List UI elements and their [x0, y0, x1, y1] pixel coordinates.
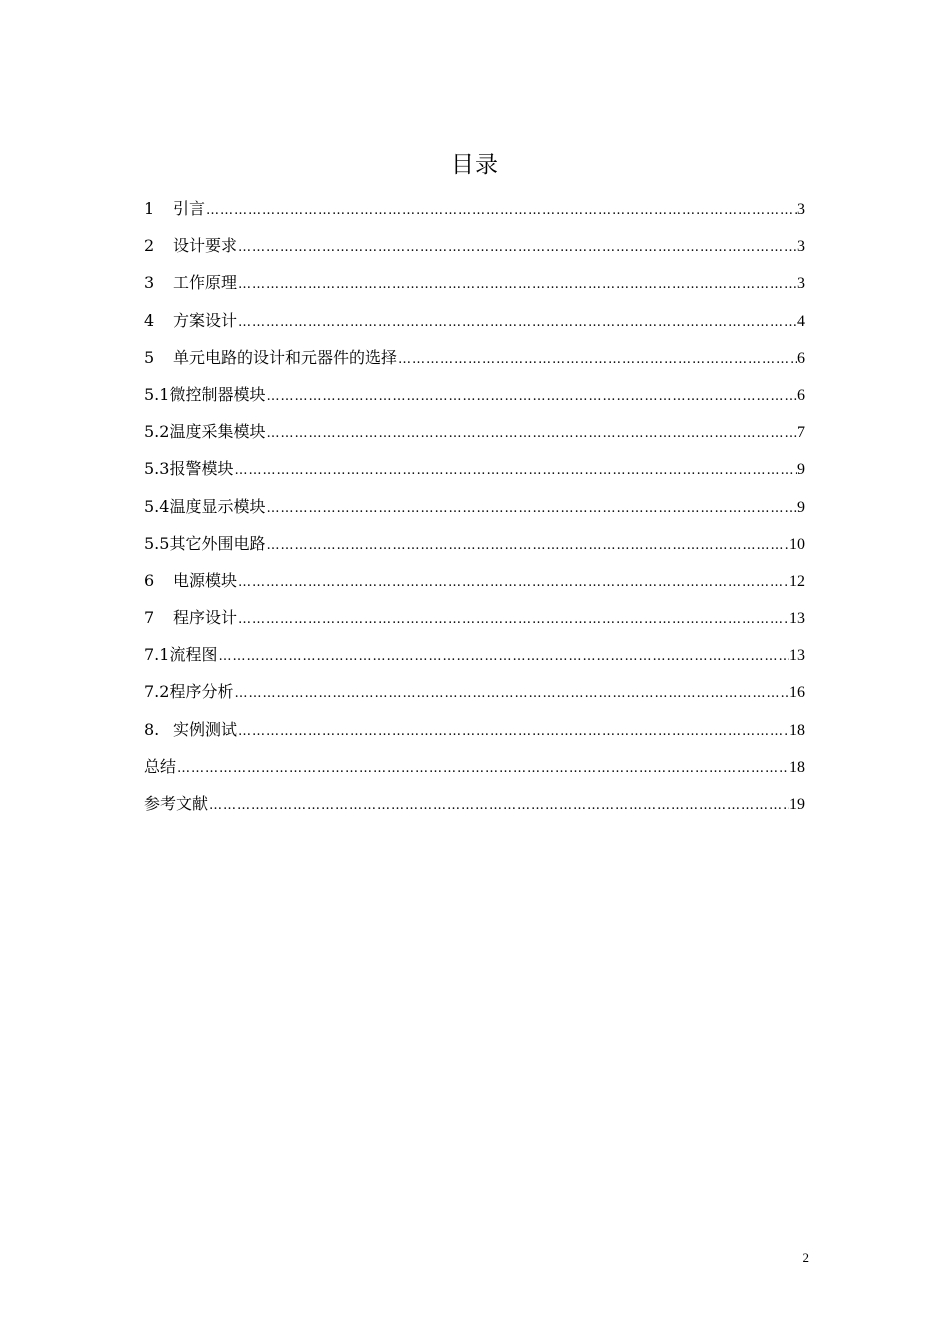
toc-dot-leader	[237, 229, 797, 266]
toc-entry-page: 19	[789, 796, 805, 813]
toc-entry[interactable]	[144, 227, 805, 264]
toc-entry-number: 2	[144, 236, 155, 256]
toc-entry-title: 报警模块	[169, 459, 234, 479]
toc-entry-page: 18	[789, 721, 805, 739]
toc-entry-number: 6	[144, 570, 155, 590]
toc-entry-page: 6	[797, 349, 805, 367]
toc-entry-number: 1	[144, 199, 155, 218]
toc-entry[interactable]	[144, 450, 805, 487]
toc-entry[interactable]	[144, 562, 805, 599]
toc-dot-leader	[237, 304, 797, 341]
toc-entry[interactable]	[144, 748, 805, 785]
toc-entry-title: 参考文献	[144, 794, 209, 813]
toc-entry-title: 其它外围电路	[169, 533, 266, 553]
toc-entry-page: 13	[789, 610, 805, 628]
toc-entry-page: 16	[789, 684, 805, 702]
toc-entry-number: 3	[144, 273, 155, 293]
toc-entry-title: 设计要求	[173, 236, 238, 256]
toc-entry[interactable]	[144, 264, 805, 301]
table-of-contents	[144, 190, 805, 822]
toc-dot-leader	[208, 787, 789, 824]
toc-entry-number: 5	[144, 347, 155, 367]
toc-entry[interactable]	[144, 339, 805, 376]
toc-entry-number: 7.1	[144, 645, 170, 665]
toc-entry-page: 6	[797, 386, 805, 404]
toc-entry-number: 8.	[144, 719, 160, 739]
toc-entry-title: 总结	[144, 756, 177, 776]
toc-entry-title: 电源模块	[173, 570, 238, 590]
toc-entry-page: 7	[797, 424, 805, 442]
toc-title: 目录	[451, 152, 499, 178]
toc-entry-page: 9	[797, 498, 805, 516]
toc-entry-number: 5.4	[144, 496, 170, 516]
toc-entry[interactable]	[144, 599, 805, 636]
toc-dot-leader	[205, 192, 797, 229]
toc-entry-page: 3	[797, 238, 805, 256]
toc-entry-page: 12	[789, 572, 805, 590]
toc-entry-number: 7	[144, 608, 155, 628]
toc-entry[interactable]	[144, 190, 805, 227]
toc-entry-number: 5.5	[144, 533, 170, 553]
toc-entry-title: 实例测试	[173, 719, 238, 739]
toc-entry-number: 5.3	[144, 459, 170, 479]
toc-entry-page: 13	[789, 647, 805, 665]
toc-entry-title: 工作原理	[173, 273, 238, 293]
toc-dot-leader	[265, 490, 797, 527]
toc-dot-leader	[265, 378, 797, 415]
toc-dot-leader	[265, 527, 789, 564]
toc-entry-title: 温度显示模块	[169, 496, 266, 516]
toc-entry-title: 微控制器模块	[169, 384, 266, 404]
toc-entry-title: 方案设计	[173, 310, 238, 330]
toc-entry[interactable]	[144, 302, 805, 339]
toc-dot-leader	[176, 750, 789, 787]
toc-entry[interactable]	[144, 673, 805, 710]
toc-dot-leader	[237, 564, 789, 601]
toc-dot-leader	[217, 638, 789, 675]
toc-entry[interactable]	[144, 711, 805, 748]
toc-entry-page: 10	[789, 535, 805, 553]
toc-dot-leader	[237, 713, 789, 750]
toc-dot-leader	[233, 452, 797, 489]
toc-entry[interactable]	[144, 488, 805, 525]
toc-entry-number: 4	[144, 310, 155, 330]
toc-entry-page: 9	[797, 461, 805, 479]
toc-dot-leader	[237, 601, 789, 638]
toc-entry[interactable]	[144, 525, 805, 562]
toc-entry-title: 程序设计	[173, 608, 238, 628]
toc-entry[interactable]	[144, 376, 805, 413]
toc-entry-page: 3	[797, 201, 805, 218]
page-number: 2	[802, 1250, 809, 1265]
toc-entry-page: 4	[797, 312, 805, 330]
toc-entry-number: 7.2	[144, 682, 170, 702]
toc-entry-page: 18	[789, 758, 805, 776]
toc-entry-title: 流程图	[169, 645, 218, 665]
toc-dot-leader	[397, 341, 797, 378]
toc-entry-page: 3	[797, 275, 805, 293]
toc-entry-number: 5.2	[144, 422, 170, 442]
toc-dot-leader	[265, 415, 797, 452]
toc-entry[interactable]	[144, 413, 805, 450]
toc-entry-title: 引言	[173, 199, 206, 218]
toc-entry-title: 温度采集模块	[169, 422, 266, 442]
toc-entry-title: 单元电路的设计和元器件的选择	[173, 347, 398, 367]
toc-entry-number: 5.1	[144, 384, 170, 404]
toc-dot-leader	[233, 675, 789, 712]
toc-entry[interactable]	[144, 785, 805, 822]
toc-dot-leader	[237, 266, 797, 303]
toc-entry[interactable]	[144, 636, 805, 673]
toc-entry-title: 程序分析	[169, 682, 234, 702]
